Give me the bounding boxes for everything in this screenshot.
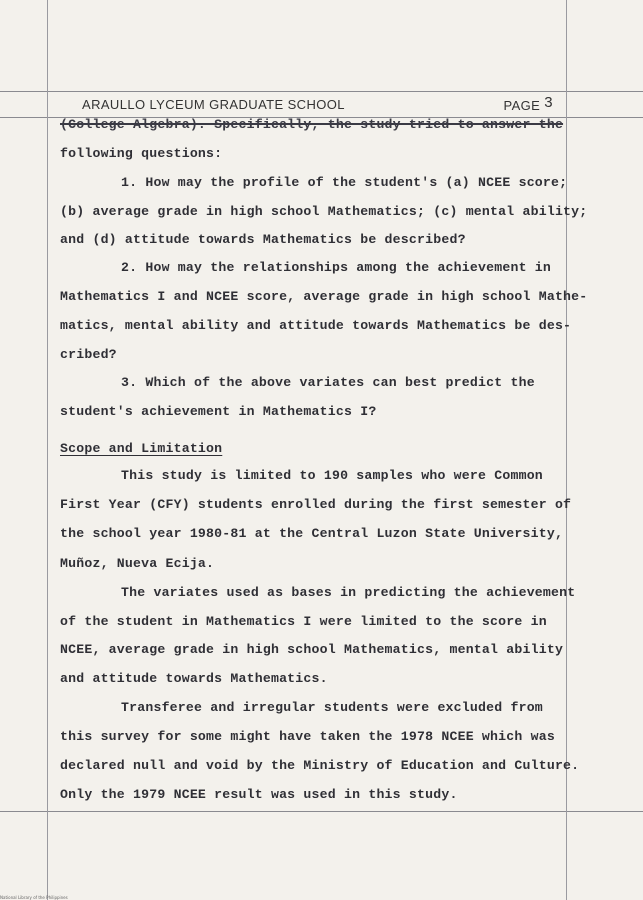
paragraph-start: This study is limited to 190 samples who were Common (121, 468, 543, 483)
bottom-margin-rule (0, 811, 643, 812)
question-3: 3. Which of the above variates can best predict the (121, 375, 535, 390)
text-line: following questions: (60, 146, 223, 161)
text-line: and attitude towards Mathematics. (60, 671, 328, 686)
question-2: 2. How may the relationships among the achievement in (121, 260, 552, 275)
text-line: student's achievement in Mathematics I? (60, 404, 377, 419)
section-heading: Scope and Limitation (60, 441, 223, 456)
page-indicator (503, 94, 553, 114)
text-line: Muñoz, Nueva Ecija. (60, 556, 215, 571)
left-margin-rule (47, 0, 48, 900)
text-line: (b) average grade in high school Mathematics; (c) mental ability; (60, 204, 588, 219)
text-line: (College Algebra). Specifically, the study tried to answer the (60, 117, 564, 132)
text-line: this survey for some might have taken the 1978 NCEE which was (60, 729, 555, 744)
text-line: NCEE, average grade in high school Mathematics, mental ability (60, 642, 564, 657)
text-line: the school year 1980-81 at the Central Luzon State University, (60, 526, 564, 541)
text-line: cribed? (60, 347, 117, 362)
library-watermark: National Library of the Philippines (0, 895, 68, 900)
paragraph-start: The variates used as bases in predicting the achievement (121, 585, 576, 600)
top-margin-rule (0, 91, 643, 92)
text-line: Mathematics I and NCEE score, average grade in high school Mathe- (60, 289, 588, 304)
text-line: of the student in Mathematics I were limited to the score in (60, 614, 547, 629)
text-line: matics, mental ability and attitude towards Mathematics be des- (60, 318, 572, 333)
question-1: 1. How may the profile of the student's (a) NCEE score; (121, 175, 568, 190)
text-line: Only the 1979 NCEE result was used in this study. (60, 787, 458, 802)
page-label: PAGE (503, 98, 541, 113)
text-line: and (d) attitude towards Mathematics be described? (60, 232, 466, 247)
page-number: 3 (544, 94, 553, 111)
text-line: declared null and void by the Ministry of Education and Culture. (60, 758, 580, 773)
paragraph-start: Transferee and irregular students were excluded from (121, 700, 543, 715)
text-line: First Year (CFY) students enrolled during the first semester of (60, 497, 572, 512)
page-header (82, 94, 553, 114)
school-name: ARAULLO LYCEUM GRADUATE SCHOOL (82, 97, 345, 112)
